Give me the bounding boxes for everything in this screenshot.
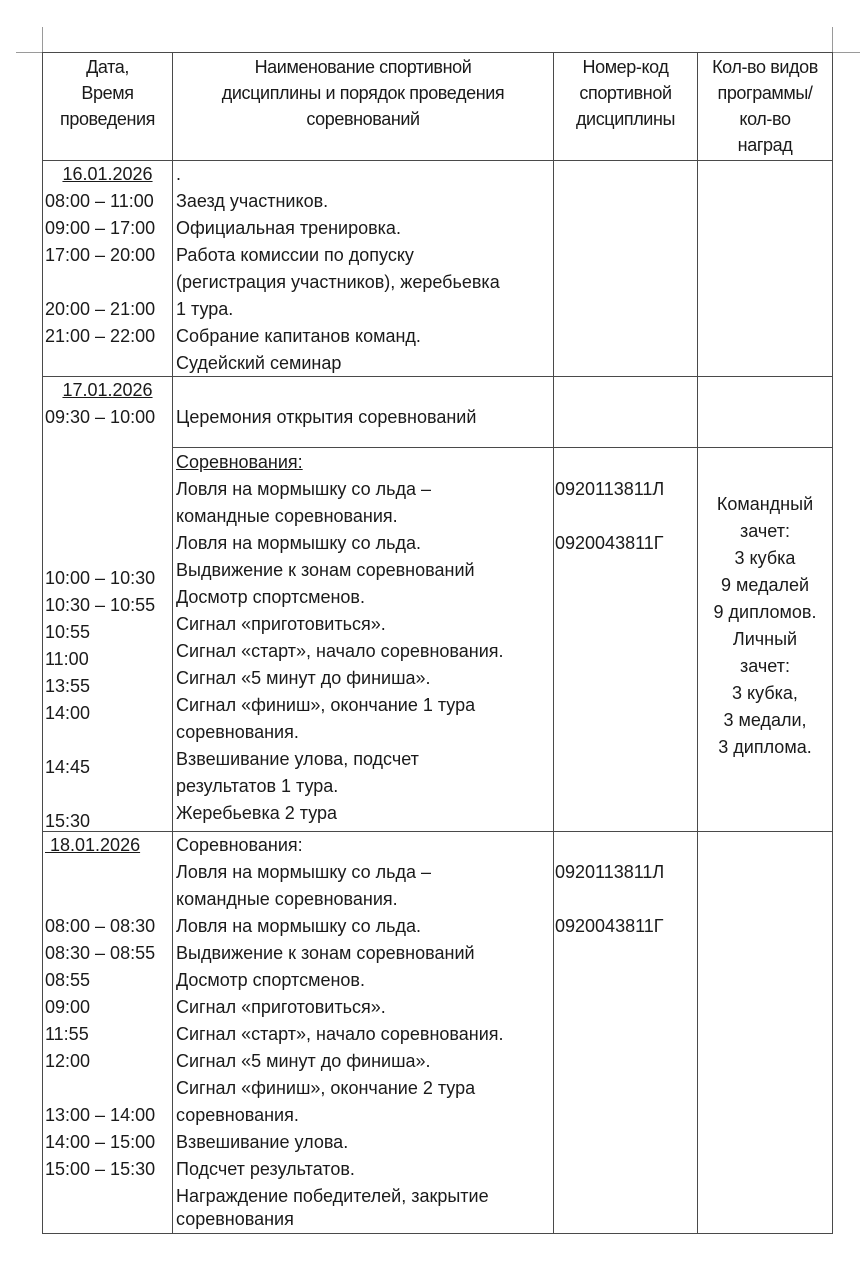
day2-award: 3 диплома.: [718, 737, 812, 757]
header-code: [554, 54, 697, 132]
crop-mark-right-h: [832, 52, 860, 53]
day2-event: Досмотр спортсменов.: [176, 587, 365, 607]
day2-date: 17.01.2026: [62, 380, 153, 400]
day2-time: 10:30 – 10:55: [45, 595, 156, 615]
col2-divider: [553, 52, 554, 1234]
day2-award: 3 кубка,: [732, 683, 798, 703]
header-discipline: [173, 54, 553, 132]
table-border-bottom: [42, 1233, 833, 1234]
header-text: соревнований: [306, 109, 420, 129]
day2-time: 10:55: [45, 622, 91, 642]
day3-time: 11:55: [45, 1024, 89, 1044]
day1-time: 21:00 – 22:00: [45, 326, 156, 346]
crop-mark-left-h: [16, 52, 42, 53]
day1-event: Судейский семинар: [176, 353, 342, 373]
day1-event: Собрание капитанов команд.: [176, 326, 421, 346]
day2-award: 9 медалей: [720, 575, 810, 595]
crop-mark-left: [42, 27, 43, 53]
day2-award: Командный: [716, 494, 814, 514]
day3-event: Досмотр спортсменов.: [176, 970, 365, 990]
day3-event: Соревнования:: [176, 835, 303, 855]
day3-time: 08:00 – 08:30: [45, 916, 156, 936]
day2-event: соревнования.: [176, 722, 299, 742]
header-text: программы/: [717, 83, 813, 103]
day3-event: Сигнал «старт», начало соревнования.: [176, 1024, 504, 1044]
col3-divider: [697, 52, 698, 1234]
day2-award: 9 дипломов.: [713, 602, 817, 622]
day3-time: 13:00 – 14:00: [45, 1105, 156, 1125]
header-text: дисциплины и порядок проведения: [221, 83, 505, 103]
header-text: Номер-код: [582, 57, 669, 77]
header-text: Дата,: [86, 57, 129, 77]
day3-event: командные соревнования.: [176, 889, 398, 909]
day2-event: Ловля на мормышку со льда –: [176, 479, 432, 499]
header-text: Кол-во видов: [712, 57, 818, 77]
day2-time: 14:45: [45, 757, 91, 777]
day1-event: 1 тура.: [176, 299, 234, 319]
day2-event: Сигнал «приготовиться».: [176, 614, 386, 634]
day2-event: Выдвижение к зонам соревнований: [176, 560, 475, 580]
day2-event: командные соревнования.: [176, 506, 398, 526]
header-awards: [698, 54, 832, 158]
day3-event: Сигнал «5 минут до финиша».: [176, 1051, 431, 1071]
day2-event: Сигнал «5 минут до финиша».: [176, 668, 431, 688]
day1-event: (регистрация участников), жеребьевка: [176, 272, 500, 292]
header-text: Наименование спортивной: [254, 57, 472, 77]
day2-event: Сигнал «финиш», окончание 1 тура: [176, 695, 476, 715]
day3-event: Выдвижение к зонам соревнований: [176, 943, 475, 963]
day2-time: 11:00: [45, 649, 89, 669]
day1-time: 17:00 – 20:00: [45, 245, 156, 265]
day3-date: 18.01.2026: [45, 835, 141, 855]
day1-time: 20:00 – 21:00: [45, 299, 156, 319]
header-text: Время: [81, 83, 134, 103]
day3-time: 14:00 – 15:00: [45, 1132, 156, 1152]
day3-event: Сигнал «приготовиться».: [176, 997, 386, 1017]
day2-events-heading: Соревнования:: [176, 452, 303, 472]
day3-time: 08:30 – 08:55: [45, 943, 156, 963]
day3-time: 12:00: [45, 1051, 91, 1071]
day2-time: 14:00: [45, 703, 91, 723]
table-border-left: [42, 52, 43, 1234]
day1-date: 16.01.2026: [62, 164, 153, 184]
day2-award: зачет:: [740, 656, 790, 676]
day2-event: Жеребьевка 2 тура: [176, 803, 338, 823]
day3-time: 15:00 – 15:30: [45, 1159, 156, 1179]
header-text: дисциплины: [575, 109, 676, 129]
header-date-time: [43, 54, 172, 132]
day2-event: результатов 1 тура.: [176, 776, 339, 796]
day2-event: Взвешивание улова, подсчет: [176, 749, 419, 769]
day3-event: Сигнал «финиш», окончание 2 тура: [176, 1078, 476, 1098]
day2-inner-border: [172, 447, 833, 448]
day1-event: Заезд участников.: [176, 191, 329, 211]
crop-mark-right: [832, 27, 833, 53]
day2-award: 3 медали,: [723, 710, 807, 730]
day3-event: Награждение победителей, закрытие: [176, 1186, 489, 1206]
day2-event: Ловля на мормышку со льда.: [176, 533, 422, 553]
day2-discipline-code: 0920043811Г: [555, 533, 664, 553]
col1-divider: [172, 52, 173, 1234]
header-text: спортивной: [579, 83, 672, 103]
day3-discipline-code: 0920043811Г: [555, 916, 664, 936]
day2-award: Личный: [732, 629, 798, 649]
table-border-top: [42, 52, 833, 53]
day1-time: 09:00 – 17:00: [45, 218, 156, 238]
day2-discipline-code: 0920113811Л: [555, 479, 665, 499]
table-border-right: [832, 52, 833, 1234]
day2-event: Сигнал «старт», начало соревнования.: [176, 641, 504, 661]
day2-award: 3 кубка: [734, 548, 796, 568]
day3-event: соревнования.: [176, 1105, 299, 1125]
header-text: проведения: [59, 109, 155, 129]
day3-discipline-code: 0920113811Л: [555, 862, 665, 882]
day3-time: 09:00: [45, 997, 91, 1017]
day2-opening-event: Церемония открытия соревнований: [176, 407, 477, 427]
day1-event: Работа комиссии по допуску: [176, 245, 414, 265]
day1-event: Официальная тренировка.: [176, 218, 401, 238]
day3-event: Взвешивание улова.: [176, 1132, 349, 1152]
day3-time: 08:55: [45, 970, 91, 990]
day3-event: Подсчет результатов.: [176, 1159, 355, 1179]
day2-time: 13:55: [45, 676, 91, 696]
day3-event: Ловля на мормышку со льда –: [176, 862, 432, 882]
header-text: кол-во: [739, 109, 791, 129]
day1-time: 08:00 – 11:00: [45, 191, 154, 211]
header-text: наград: [737, 135, 793, 155]
day3-event: соревнования: [176, 1209, 294, 1229]
day1-event: .: [176, 164, 182, 184]
day2-award: зачет:: [740, 521, 790, 541]
day2-time: 10:00 – 10:30: [45, 568, 156, 588]
day2-opening-time: 09:30 – 10:00: [45, 407, 156, 427]
day3-event: Ловля на мормышку со льда.: [176, 916, 422, 936]
day2-time: 15:30: [45, 811, 91, 831]
